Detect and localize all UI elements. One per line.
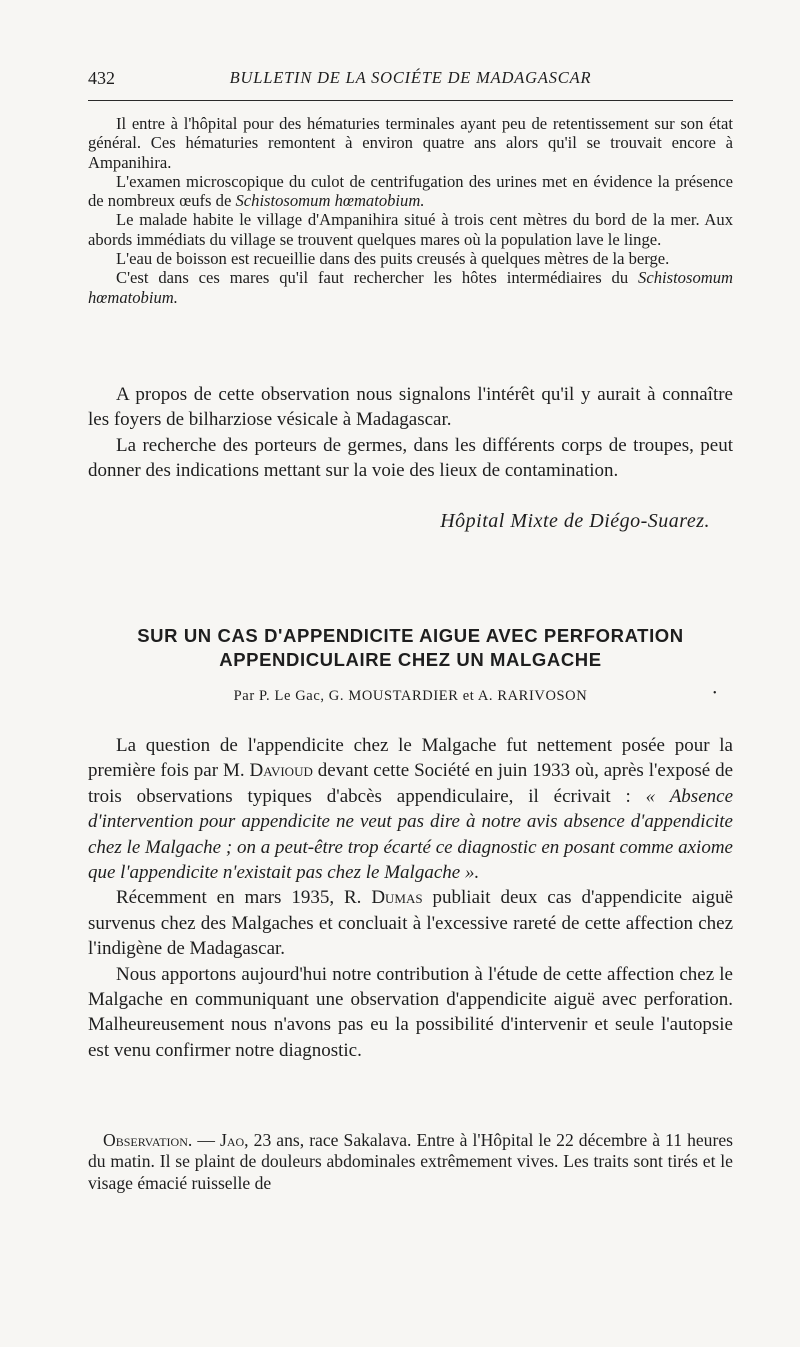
observation-paragraph: Observation. — Jao, 23 ans, race Sakalava. Entre à l'Hôpital le 22 décembre à 11 heures du matin. Il se plaint de douleurs abdominales extrêmement vives. Les traits sont tirés et le visage émacié ruisselle de — [88, 1130, 733, 1193]
observation-section — [88, 1130, 733, 1194]
article-title — [88, 624, 733, 672]
paragraph: La recherche des porteurs de germes, dans les différents corps de troupes, peut donner des indications mettant sur la voie des lieux de contamination. — [88, 434, 733, 482]
author-name: Davioud — [249, 760, 313, 782]
author-name: Dumas — [371, 887, 423, 909]
intro-paragraph: La question de l'appendicite chez le Malgache fut nettement posée pour la première fois par M. Davioud devant cette Société en juin 1933 où, après l'exposé de trois observations typiques d'abcès appendiculaire, il écrivait : « Absence d'intervention pour appendicite ne veut pas dire à notre avis absence d'appendicite chez le Malgache ; on a peut-être trop écarté ce diagnostic en posant comme axiome que l'appendicite n'existait pas chez le Malgache ». — [88, 735, 734, 884]
patient-name: Jao, — [220, 1130, 249, 1150]
institution-signature: Hôpital Mixte de Diégo-Suarez. — [440, 510, 710, 532]
paragraph: L'eau de boisson est recueillie dans des puits creusés à quelques mètres de la berge. — [116, 249, 670, 269]
paragraph — [88, 268, 733, 307]
article-title-line: APPENDICULAIRE CHEZ UN MALGACHE — [219, 649, 602, 670]
article-title-line: SUR UN CAS D'APPENDICITE AIGUE AVEC PERFORATION — [137, 625, 684, 646]
previous-article-body — [88, 114, 733, 307]
bullet-mark: • — [713, 688, 717, 699]
running-title: BULLETIN DE LA SOCIÉTE DE MADAGASCAR — [229, 68, 592, 87]
species-name: Schistosomum hœmatobium. — [235, 191, 425, 211]
paragraph — [88, 172, 733, 211]
page-number: 432 — [88, 68, 115, 88]
page-header — [88, 66, 733, 94]
header-rule — [88, 100, 733, 101]
paragraph-text: C'est dans ces mares qu'il faut rechercher les hôtes intermédiaires du — [116, 268, 629, 288]
article-body — [88, 733, 733, 1063]
recent-paragraph: Récemment en mars 1935, R. Dumas publiait deux cas d'appendicite aiguë survenus chez des Malgaches et concluait à l'excessive rareté de cette affection chez l'indigène de Madagascar. — [88, 887, 734, 960]
contribution-paragraph: Nous apportons aujourd'hui notre contribution à l'étude de cette affection chez le Malgache en communiquant une observation d'appendicite aiguë avec perforation. Malheureusement nous n'avons pas eu la possibilité d'intervenir et seule l'autopsie est venu confirmer notre diagnostic. — [88, 963, 733, 1061]
paragraph: Le malade habite le village d'Ampanihira situé à trois cent mètres du bord de la mer. Aux abords immédiats du village se trouvent quelques mares où la population lave le linge. — [88, 210, 733, 249]
previous-article-conclusion — [88, 382, 733, 484]
paragraph: A propos de cette observation nous signalons l'intérêt qu'il y aurait à connaître les foyers de bilharziose vésicale à Madagascar. — [88, 384, 733, 431]
paragraph: Il entre à l'hôpital pour des hématuries terminales ayant peu de retentissement sur son état général. Ces hématuries remontent à environ quatre ans alors qu'il se trouvait encore à Ampanihira. — [88, 114, 733, 172]
article-byline: Par P. Le Gac, G. MOUSTARDIER et A. RARIVOSON — [233, 688, 588, 704]
quotation: « Absence d'intervention pour appendicite ne veut pas dire à notre avis absence d'appendicite chez le Malgache ; on a peut-être trop écarté ce diagnostic en posant comme axiome que l'appendicite n'existait pas chez le Malgache ». — [88, 785, 733, 884]
species-name: Schistosomum hœmatobium. — [88, 268, 733, 307]
paragraph-text: L'examen microscopique du culot de centrifugation des urines met en évidence la présence de nombreux œufs de — [88, 171, 733, 211]
observation-label: Observation. — [103, 1130, 193, 1150]
